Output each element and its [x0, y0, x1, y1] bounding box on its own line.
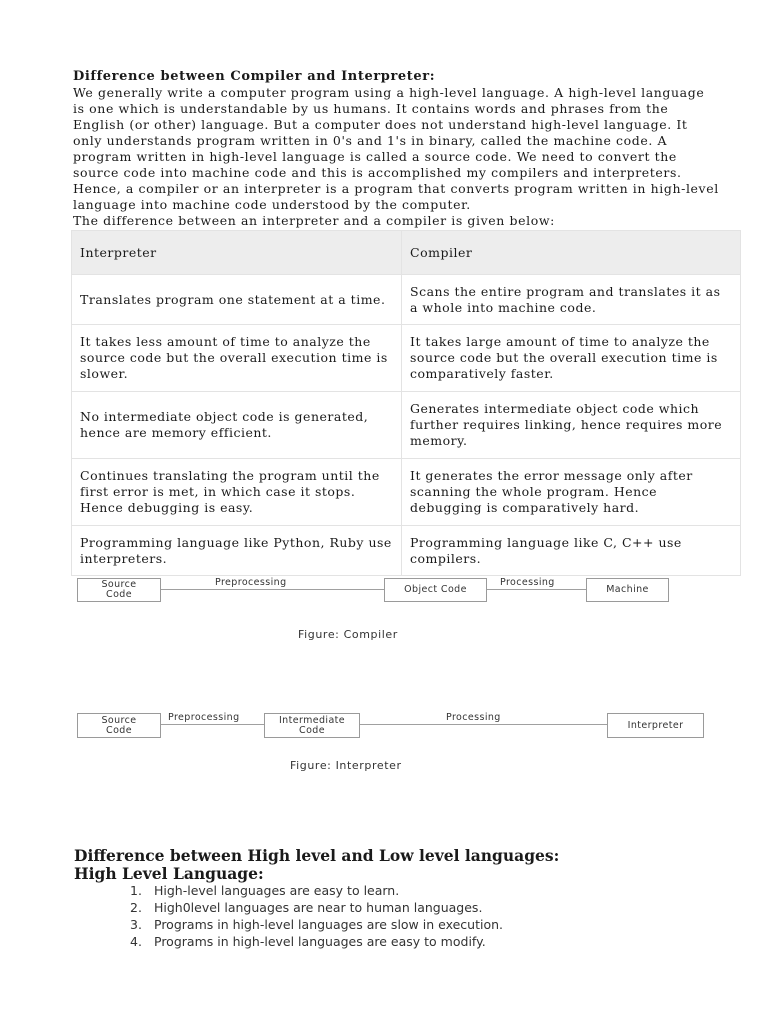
list-item-text: High0level languages are near to human languages. — [154, 900, 483, 915]
table-cell: Scans the entire program and translates it as a whole into machine code. — [402, 275, 741, 325]
header-interpreter: Interpreter — [72, 231, 402, 275]
table-header-row — [72, 231, 741, 275]
processing-label: Processing — [446, 712, 501, 723]
intro-line: English (or other) language. But a computer does not understand high-level language. It — [73, 117, 688, 132]
processing-label: Processing — [500, 577, 555, 588]
table-cell: No intermediate object code is generated, hence are memory efficient. — [72, 392, 402, 459]
section-heading: Difference between Compiler and Interpreter: — [73, 69, 436, 84]
machine-box: Machine — [586, 578, 669, 602]
list-item — [130, 916, 503, 933]
list-number: 3. — [130, 917, 142, 932]
preprocessing-label: Preprocessing — [168, 712, 240, 723]
intro-line: Hence, a compiler or an interpreter is a program that converts program written in high-level — [73, 181, 719, 196]
connector-line — [160, 724, 264, 725]
table-cell: Generates intermediate object code which further requires linking, hence requires more memory. — [402, 392, 741, 459]
table-row — [72, 325, 741, 392]
table-cell: Programming language like Python, Ruby use interpreters. — [72, 526, 402, 576]
table-cell: Continues translating the program until the first error is met, in which case it stops. Hence debugging is easy. — [72, 459, 402, 526]
list-item — [130, 882, 503, 899]
list-item-text: Programs in high-level languages are easy to modify. — [154, 934, 486, 949]
interpreter-box: Interpreter — [607, 713, 704, 738]
compiler-figure-caption: Figure: Compiler — [298, 628, 398, 641]
object-code-box: Object Code — [384, 578, 487, 602]
intro-line: only understands program written in 0's and 1's in binary, called the machine code. A — [73, 133, 668, 148]
connector-line — [358, 724, 607, 725]
table-row — [72, 459, 741, 526]
section-heading: Difference between High level and Low level languages: — [74, 846, 560, 865]
source-code-box: Source Code — [77, 713, 161, 738]
list-number: 1. — [130, 883, 142, 898]
intro-paragraph — [73, 85, 743, 229]
table-row — [72, 526, 741, 576]
list-item-text: High-level languages are easy to learn. — [154, 883, 400, 898]
table-intro: The difference between an interpreter and a compiler is given below: — [73, 213, 555, 228]
source-code-box: Source Code — [77, 578, 161, 602]
intro-line: program written in high-level language is called a source code. We need to convert the — [73, 149, 677, 164]
list-number: 4. — [130, 934, 142, 949]
compiler-interpreter-section — [73, 69, 743, 229]
intro-line: source code into machine code and this is accomplished my compilers and interpreters. — [73, 165, 682, 180]
intermediate-code-box: Intermediate Code — [264, 713, 360, 738]
table-row — [72, 275, 741, 325]
interpreter-figure-caption: Figure: Interpreter — [290, 759, 402, 772]
connector-line — [486, 589, 586, 590]
intro-line: We generally write a computer program using a high-level language. A high-level language — [73, 85, 705, 100]
table-cell: Programming language like C, C++ use compilers. — [402, 526, 741, 576]
table-cell: Translates program one statement at a time. — [72, 275, 402, 325]
intro-line: is one which is understandable by us humans. It contains words and phrases from the — [73, 101, 669, 116]
list-item — [130, 933, 503, 950]
preprocessing-label: Preprocessing — [215, 577, 287, 588]
connector-line — [160, 589, 384, 590]
high-level-language-list — [130, 882, 503, 950]
table-cell: It takes large amount of time to analyze the source code but the overall execution time is comparatively faster. — [402, 325, 741, 392]
subsection-heading: High Level Language: — [74, 864, 264, 883]
header-compiler: Compiler — [402, 231, 741, 275]
list-item — [130, 899, 503, 916]
comparison-table — [71, 230, 741, 576]
table-cell: It generates the error message only after scanning the whole program. Hence debugging is comparatively hard. — [402, 459, 741, 526]
table-row — [72, 392, 741, 459]
table-cell: It takes less amount of time to analyze the source code but the overall execution time is slower. — [72, 325, 402, 392]
list-number: 2. — [130, 900, 142, 915]
list-item-text: Programs in high-level languages are slow in execution. — [154, 917, 504, 932]
intro-line: language into machine code understood by the computer. — [73, 197, 471, 212]
